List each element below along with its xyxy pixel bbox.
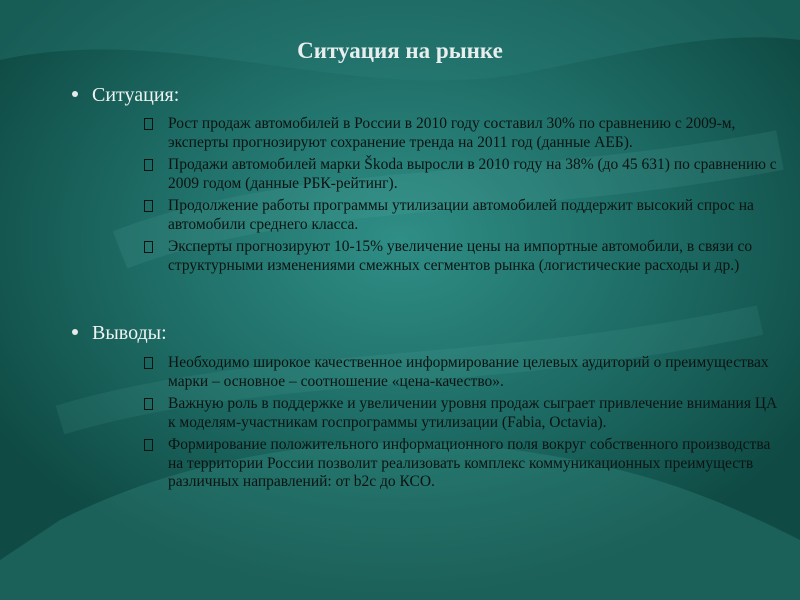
square-bullet-icon — [144, 241, 153, 253]
list-item: Необходимо широкое качественное информирование целевых аудиторий о преимуществах марки – основное – соотношение «цена-качество». — [144, 354, 784, 391]
conclusions-list — [144, 354, 784, 496]
section-heading-situation: Ситуация: — [72, 84, 179, 107]
list-item: Эксперты прогнозируют 10-15% увеличение цены на импортные автомобили, в связи со структурными изменениями смежных сегментов рынка (логистические расходы и др.) — [144, 238, 784, 275]
list-item: Важную роль в поддержке и увеличении уровня продаж сыграет привлечение внимания ЦА к моделям-участникам госпрограммы утилизации (Fabia, Octavia). — [144, 395, 784, 432]
list-item: Формирование положительного информационного поля вокруг собственного производства на территории России позволит реализовать комплекс коммуникационных преимуществ различных направлений: от b2c до КСО. — [144, 436, 784, 492]
list-item: Продажи автомобилей марки Škoda выросли в 2010 году на 38% (до 45 631) по сравнению с 2009 годом (данные РБК-рейтинг). — [144, 156, 784, 193]
list-item: Рост продаж автомобилей в России в 2010 году составил 30% по сравнению с 2009-м, эксперты прогнозируют сохранение тренда на 2011 год (данные АЕБ). — [144, 115, 784, 152]
list-item: Продолжение работы программы утилизации автомобилей поддержит высокий спрос на автомобили среднего класса. — [144, 197, 784, 234]
square-bullet-icon — [144, 357, 153, 369]
bullet-dot-icon — [72, 91, 78, 97]
slide-title: Ситуация на рынке — [297, 38, 503, 63]
bullet-dot-icon — [72, 329, 78, 335]
situation-list — [144, 115, 784, 279]
square-bullet-icon — [144, 159, 153, 171]
square-bullet-icon — [144, 200, 153, 212]
square-bullet-icon — [144, 118, 153, 130]
square-bullet-icon — [144, 398, 153, 410]
square-bullet-icon — [144, 439, 153, 451]
section-heading-conclusions: Выводы: — [72, 322, 167, 345]
